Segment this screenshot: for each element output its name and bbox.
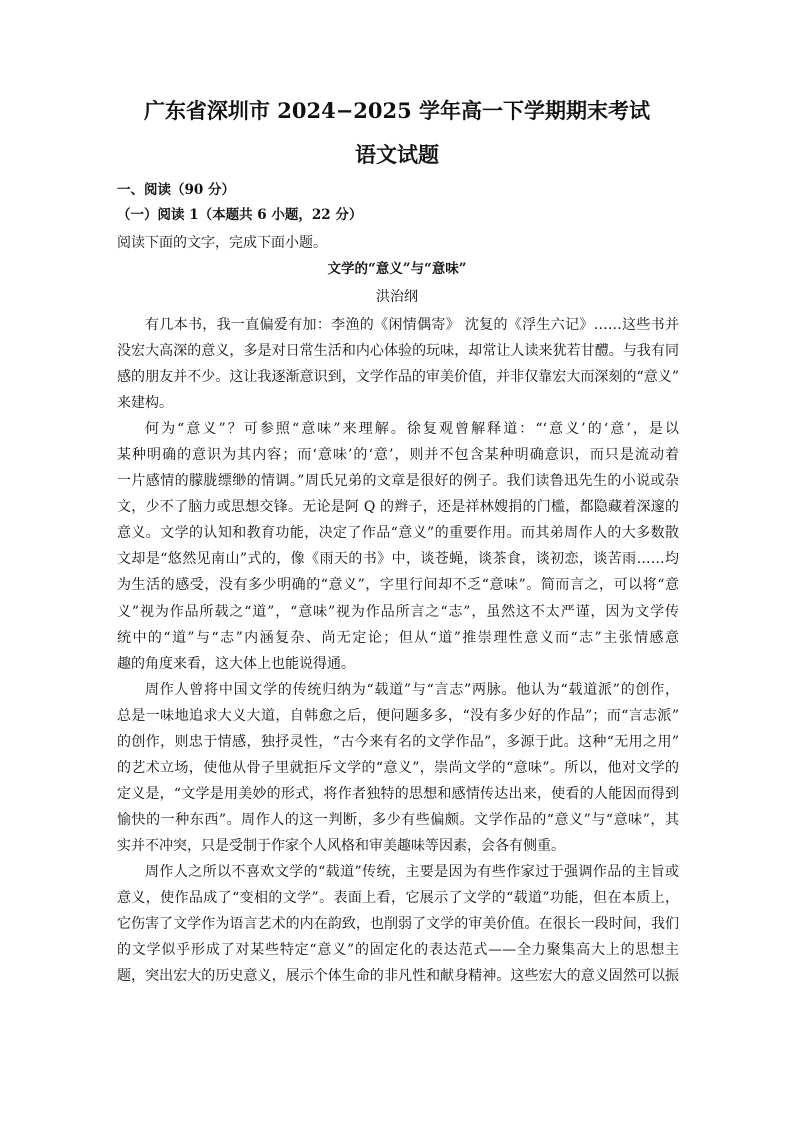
body-line: 感的朋友并不少。这让我逐渐意识到，文学作品的审美价值，并非仅靠宏大而深刻的“意义” [117,369,679,386]
article-author: 洪治纲 [376,289,418,305]
instruction-text: 阅读下面的文字，完成下面小题。 [117,235,327,251]
body-line: 一片感情的朦胧缥缈的情调。”周氏兄弟的文章是很好的例子。我们读鲁迅先生的小说或杂 [117,473,679,490]
exam-title: 广东省深圳市 2024−2025 学年高一下学期期末考试 [143,98,651,123]
body-line: 意义，使作品成了“变相的文学”。表面上看，它展示了文学的“载道”功能，但在本质上， [117,890,679,907]
body-line: 愉快的一种东西”。周作人的这一判断，多少有些偏颇。文学作品的“意义”与“意味”，其 [117,811,679,828]
body-line: 某种明确的意识为其内容；而‘意味’的‘意’，则并不包含某种明确意识，而只是流动着 [117,447,679,464]
body-line: 它伤害了文学作为语言艺术的内在韵致，也削弱了文学的审美价值。在很长一段时间，我们 [117,916,679,933]
body-line: 周作人曾将中国文学的传统归纳为“载道”与“言志”两脉。他认为“载道派”的创作， [145,681,679,698]
body-line: 意义。文学的认知和教育功能，决定了作品“意义”的重要作用。而其弟周作人的大多数散 [117,525,679,542]
body-line: 统中的“道”与“志”内涵复杂、尚无定论；但从“道”推崇理性意义而“志”主张情感意 [117,629,679,646]
body-line: 有几本书，我一直偏爱有加：李渔的《闲情偶寄》 沈复的《浮生六记》……这些书并 [145,317,679,333]
body-line: 何为“意义”？可参照“意味”来理解。徐复观曾解释道：“‘意义’的‘意’，是以 [145,421,679,438]
body-line: 的艺术立场，使他从骨子里就拒斥文学的“意义”，崇尚文学的“意味”。所以，他对文学的 [117,759,679,776]
body-line: 题，突出宏大的历史意义，展示个体生命的非凡性和献身精神。这些宏大的意义固然可以振 [117,968,679,985]
body-line: 趣的角度来看，这大体上也能说得通。 [117,655,355,672]
body-line: 实并不冲突，只是受制于作家个人风格和审美趣味等因素，会各有侧重。 [117,837,565,854]
body-line: 为生活的感受，没有多少明确的“意义”，字里行间却不乏“意味”。简而言之，可以将“意 [117,577,679,594]
exam-subject-title: 语文试题 [355,142,439,167]
section-heading: 一、阅读（90 分） [117,182,235,198]
body-line: 总是一味地追求大义大道，自韩愈之后，便问题多多，“没有多少好的作品”；而“言志派” [117,707,679,724]
body-line: 义”视为作品所载之“道”，“意味”视为作品所言之“志”，虽然这不太严谨，因为文学传 [117,603,679,620]
body-line: 来建构。 [117,395,173,412]
body-line: 周作人之所以不喜欢文学的“载道”传统，主要是因为有些作家过于强调作品的主旨或 [145,863,679,880]
body-line: 的文学似乎形成了对某些特定“意义”的固定化的表达范式——全力聚集高大上的思想主 [117,942,679,959]
body-line: 定义是，“文学是用美妙的形式，将作者独特的思想和感情传达出来，使看的人能因而得到 [117,785,679,802]
body-line: 文却是“悠然见南山”式的，像《雨天的书》中，谈苍蝇，谈茶食，谈初恋，谈苦雨……均 [117,551,679,568]
subsection-heading: （一）阅读 1（本题共 6 小题，22 分） [117,207,363,223]
body-line: 的创作，则忠于情感，独抒灵性，“古今来有名的文学作品”，多源于此。这种“无用之用” [117,733,679,750]
article-body [117,312,679,989]
article-title: 文学的“意义”与“意味” [327,261,467,277]
body-line: 没宏大高深的意义，多是对日常生活和内心体验的玩味，却常让人读来犹若甘醴。与我有同 [117,343,679,360]
body-line: 文，少不了脑力或思想交锋。无论是阿 Q 的辫子，还是祥林嫂捐的门槛，都隐藏着深邃的 [117,499,679,516]
